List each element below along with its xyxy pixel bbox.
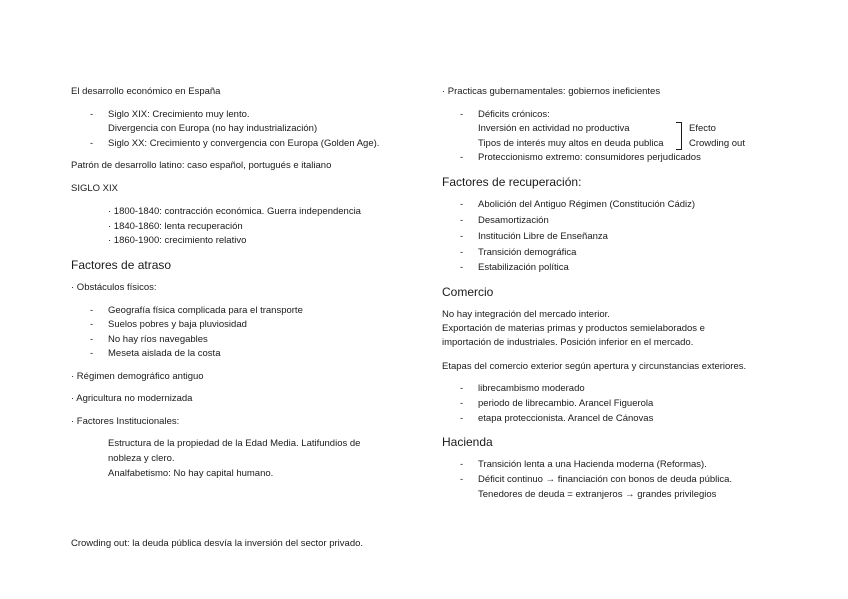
list-item: Desamortización: [478, 215, 549, 226]
list-item: Inversión en actividad no productiva: [478, 123, 630, 134]
list-item: periodo de librecambio. Arancel Figuerola: [478, 398, 654, 409]
paragraph: importación de industriales. Posición inferior en el mercado.: [442, 337, 694, 348]
bullet-dash: -: [460, 215, 464, 226]
list-item: Geografía física complicada para el transporte: [108, 305, 303, 316]
list-item: Siglo XX: Crecimiento y convergencia con Europa (Golden Age).: [108, 138, 380, 149]
list-item: Tipos de interés muy altos en deuda publica: [478, 138, 664, 149]
bullet-dash: -: [460, 199, 464, 210]
section-heading: Factores de recuperación:: [442, 175, 582, 189]
bracket-mark: [676, 122, 682, 150]
list-item: · 1800-1840: contracción económica. Guerra independencia: [108, 206, 361, 217]
list-item: · 1840-1860: lenta recuperación: [108, 221, 243, 232]
list-item: Suelos pobres y baja pluviosidad: [108, 319, 247, 330]
list-item: Transición lenta a una Hacienda moderna (Reformas).: [478, 459, 707, 470]
footnote: Crowding out: la deuda pública desvía la inversión del sector privado.: [71, 538, 364, 549]
bullet-dash: -: [460, 152, 464, 163]
list-item: Transición demográfica: [478, 247, 577, 258]
paragraph: · Régimen demográfico antiguo: [71, 371, 204, 382]
list-item: Abolición del Antiguo Régimen (Constitución Cádiz): [478, 199, 696, 210]
list-item: Déficit continuo → financiación con bonos de deuda pública.: [478, 474, 733, 485]
section-heading: Factores de atraso: [71, 258, 172, 272]
list-item: etapa proteccionista. Arancel de Cánovas: [478, 413, 654, 424]
list-item: Estabilización política: [478, 262, 569, 273]
bullet-dash: -: [90, 319, 94, 330]
bullet-dash: -: [460, 398, 464, 409]
bullet-dash: -: [460, 109, 464, 120]
section-heading: Comercio: [442, 285, 494, 299]
list-item: Tenedores de deuda = extranjeros → grandes privilegios: [478, 489, 717, 500]
paragraph: Patrón de desarrollo latino: caso español, portugués e italiano: [71, 160, 332, 171]
list-item: Divergencia con Europa (no hay industrialización): [108, 123, 318, 134]
bullet-dash: -: [90, 334, 94, 345]
list-item: No hay ríos navegables: [108, 334, 208, 345]
paragraph: · Obstáculos físicos:: [71, 282, 157, 293]
list-item: nobleza y clero.: [108, 453, 175, 464]
bullet-dash: -: [460, 262, 464, 273]
bullet-dash: -: [90, 305, 94, 316]
list-item: Siglo XIX: Crecimiento muy lento.: [108, 109, 250, 120]
paragraph: · Agricultura no modernizada: [71, 393, 193, 404]
list-item: Institución Libre de Enseñanza: [478, 231, 608, 242]
paragraph: No hay integración del mercado interior.: [442, 309, 610, 320]
bullet-dash: -: [90, 109, 94, 120]
list-item: Proteccionismo extremo: consumidores perjudicados: [478, 152, 701, 163]
bullet-dash: -: [460, 459, 464, 470]
list-item: librecambismo moderado: [478, 383, 585, 394]
annotation: Efecto: [689, 123, 716, 134]
list-item: · 1860-1900: crecimiento relativo: [108, 235, 247, 246]
bullet-dash: -: [460, 413, 464, 424]
bullet-dash: -: [90, 348, 94, 359]
bullet-dash: -: [460, 247, 464, 258]
paragraph: · Practicas gubernamentales: gobiernos ineficientes: [442, 86, 661, 97]
list-item: Déficits crónicos:: [478, 109, 550, 120]
list-item: Meseta aislada de la costa: [108, 348, 221, 359]
bullet-dash: -: [460, 231, 464, 242]
bullet-dash: -: [460, 383, 464, 394]
bullet-dash: -: [460, 474, 464, 485]
paragraph: · Factores Institucionales:: [71, 416, 180, 427]
bullet-dash: -: [90, 138, 94, 149]
list-item: Analfabetismo: No hay capital humano.: [108, 468, 274, 479]
section-heading: Hacienda: [442, 435, 493, 449]
paragraph: Etapas del comercio exterior según apertura y circunstancias exteriores.: [442, 361, 747, 372]
section-label: SIGLO XIX: [71, 183, 118, 194]
paragraph: Exportación de materias primas y productos semielaborados e: [442, 323, 705, 334]
document-title: El desarrollo económico en España: [71, 86, 221, 97]
annotation: Crowding out: [689, 138, 745, 149]
list-item: Estructura de la propiedad de la Edad Media. Latifundios de: [108, 438, 361, 449]
